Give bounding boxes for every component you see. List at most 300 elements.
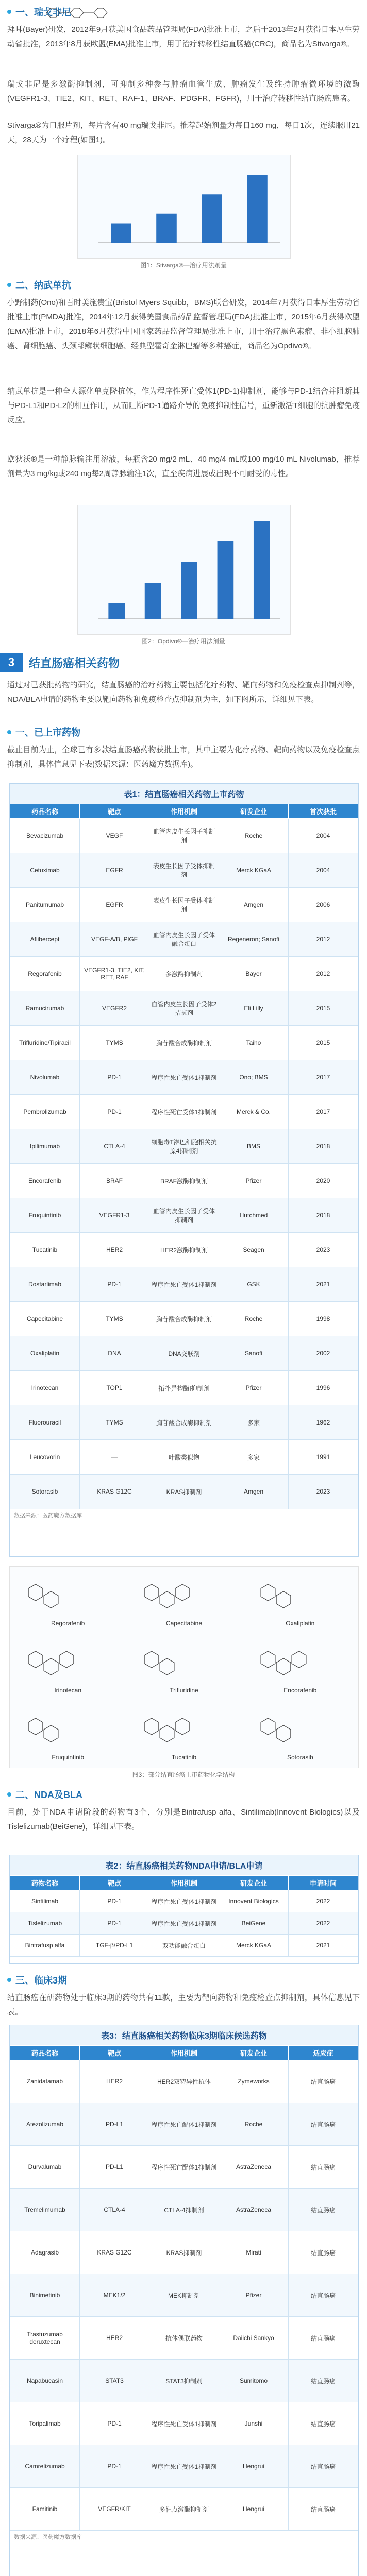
table-cell: 1962 xyxy=(289,1405,358,1440)
table-cell: Capecitabine xyxy=(10,1302,80,1336)
table-cell: CTLA-4抑制剂 xyxy=(149,2189,219,2231)
table-cell: PD-1 xyxy=(80,1912,149,1935)
table-cell: 程序性死亡受体1抑制剂 xyxy=(149,1060,219,1095)
structure-label: Tucatinib xyxy=(171,1754,197,1761)
table-cell: Bevacizumab xyxy=(10,819,80,853)
table-cell: 2022 xyxy=(289,1890,358,1912)
table-cell: Regeneron; Sanofi xyxy=(219,922,289,957)
table-row xyxy=(10,1267,358,1302)
table-cell: Pfizer xyxy=(219,2274,289,2317)
table-cell: 结直肠癌 xyxy=(289,2317,358,2360)
table-cell: 2018 xyxy=(289,1129,358,1164)
table-cell: HER2激酶抑制剂 xyxy=(149,1233,219,1267)
table-cell: 1998 xyxy=(289,1302,358,1336)
structure-label: Encorafenib xyxy=(283,1687,317,1694)
structure-label: Irinotecan xyxy=(54,1687,82,1694)
table-cell: 结直肠癌 xyxy=(289,2060,358,2103)
table-row xyxy=(10,2146,358,2189)
table-cell: Bayer xyxy=(219,957,289,991)
table-header-cell: 药品名称 xyxy=(10,2046,80,2060)
table-1-grid xyxy=(10,804,358,1509)
table-cell: 血管内皮生长因子受体2拮抗剂 xyxy=(149,991,219,1026)
table-cell: 结直肠癌 xyxy=(289,2189,358,2231)
table-cell: — xyxy=(80,1440,149,1475)
structure-cell xyxy=(10,1567,126,1634)
table-row xyxy=(10,1935,358,1957)
table-cell: 2004 xyxy=(289,853,358,888)
fig1-bar-chart xyxy=(78,155,290,258)
table-row xyxy=(10,1890,358,1912)
table-cell: Hengrui xyxy=(219,2445,289,2488)
table-cell: PD-1 xyxy=(80,2445,149,2488)
paragraph: 纳武单抗是一种全人源化单克隆抗体，作为程序性死亡受体1(PD-1)抑制剂，能够与PD-1结合并阻断其与PD-L1和PD-L2的相互作用，从而阻断PD-1通路介导的免疫抑制性信号，重新激活T细胞的抗肿瘤免疫反应。 xyxy=(7,387,360,425)
table-cell: Tislelizumab xyxy=(10,1912,80,1935)
table-cell: BRAF xyxy=(80,1164,149,1198)
table-row xyxy=(10,1912,358,1935)
table-row xyxy=(10,819,358,853)
table-cell: MEK抑制剂 xyxy=(149,2274,219,2317)
table-row xyxy=(10,2360,358,2402)
table-cell: 双功能融合蛋白 xyxy=(149,1935,219,1957)
table-cell: VEGFR1-3 xyxy=(80,1198,149,1233)
paragraph: 通过对已获批药物的研究，结直肠癌的治疗药物主要包括化疗药物、靶向药物和免疫检查点抑制剂等，NDA/BLA申请的药物主要以靶向药物和免疫检查点抑制剂为主，如下图所示，详细见下表。 xyxy=(7,681,360,704)
structure-cell xyxy=(242,1701,358,1768)
table-cell: Sanofi xyxy=(219,1336,289,1371)
table-cell: Trastuzumab deruxtecan xyxy=(10,2317,80,2360)
table-cell: Aflibercept xyxy=(10,922,80,957)
section-title-text: 二、NDA及BLA xyxy=(15,1790,82,1800)
table-cell: HER2 xyxy=(80,1233,149,1267)
table-cell: 结直肠癌 xyxy=(289,2103,358,2146)
table-cell: Tucatinib xyxy=(10,1233,80,1267)
bullet-dot-icon xyxy=(7,283,11,287)
table-row xyxy=(10,1129,358,1164)
table-cell: Toripalimab xyxy=(10,2402,80,2445)
table-cell: 表皮生长因子受体抑制剂 xyxy=(149,853,219,888)
table-cell: Atezolizumab xyxy=(10,2103,80,2146)
table-row xyxy=(10,2402,358,2445)
table-cell: Zymeworks xyxy=(219,2060,289,2103)
paragraph: 目前，处于NDA申请阶段的药物有3个，分别是Bintrafusp alfa、Sintilimab(Innovent Biologics)以及Tislelizumab(BeiGene)，详细见下表。 xyxy=(7,1808,360,1831)
section-title-marketed xyxy=(7,725,80,739)
structure-cell xyxy=(126,1567,242,1634)
table-cell: Merck KGaA xyxy=(219,853,289,888)
table-cell: Leucovorin xyxy=(10,1440,80,1475)
section-title-phase3 xyxy=(7,1973,67,1987)
table-cell: Pfizer xyxy=(219,1164,289,1198)
table-row xyxy=(10,991,358,1026)
table-header-cell: 研发企业 xyxy=(219,1876,289,1890)
table-cell: Durvalumab xyxy=(10,2146,80,2189)
table-cell: DNA交联剂 xyxy=(149,1336,219,1371)
table-cell: 2023 xyxy=(289,1233,358,1267)
table-cell: Cetuximab xyxy=(10,853,80,888)
table-row xyxy=(10,2274,358,2317)
table-cell: Panitumumab xyxy=(10,888,80,922)
table-cell: PD-1 xyxy=(80,2402,149,2445)
table-row xyxy=(10,1198,358,1233)
table-cell: 2017 xyxy=(289,1060,358,1095)
structure-cell xyxy=(126,1701,242,1768)
table-header-cell: 靶点 xyxy=(80,1876,149,1890)
table-cell: Hengrui xyxy=(219,2488,289,2531)
table-cell: 表皮生长因子受体抑制剂 xyxy=(149,888,219,922)
table-cell: 2017 xyxy=(289,1095,358,1129)
table-header-cell: 适应症 xyxy=(289,2046,358,2060)
figure-2-chart xyxy=(77,505,291,635)
table-cell: Amgen xyxy=(219,888,289,922)
figure-2-caption: 图2：Opdivo®—治疗用法剂量 xyxy=(142,638,225,645)
chart-bar xyxy=(108,603,125,619)
table-cell: 2002 xyxy=(289,1336,358,1371)
table-2-grid xyxy=(10,1875,358,1957)
molecule-icon xyxy=(136,1707,231,1754)
structure-label: Capecitabine xyxy=(165,1620,203,1627)
table-cell: PD-1 xyxy=(80,1095,149,1129)
table-cell: Sintilimab xyxy=(10,1890,80,1912)
chart-bar xyxy=(247,175,268,243)
table-row xyxy=(10,1336,358,1371)
table-cell: Hutchmed xyxy=(219,1198,289,1233)
table-cell: Merck KGaA xyxy=(219,1935,289,1957)
table-row xyxy=(10,853,358,888)
table-header-cell: 药品名称 xyxy=(10,804,80,819)
table-row xyxy=(10,2103,358,2146)
table-cell: 胸苷酸合成酶抑制剂 xyxy=(149,1026,219,1060)
fig2-bar-chart xyxy=(78,505,290,634)
table-cell: HER2 xyxy=(80,2060,149,2103)
chart-bar xyxy=(202,194,222,243)
table-cell: Pembrolizumab xyxy=(10,1095,80,1129)
table-cell: 多激酶抑制剂 xyxy=(149,957,219,991)
bullet-dot-icon xyxy=(7,1978,11,1982)
table-row xyxy=(10,2231,358,2274)
molecule-icon xyxy=(20,1640,115,1687)
table-cell: Innovent Biologics xyxy=(219,1890,289,1912)
table-cell: Nivolumab xyxy=(10,1060,80,1095)
table-cell: 胸苷酸合成酶抑制剂 xyxy=(149,1302,219,1336)
heading-number: 3 xyxy=(0,653,23,672)
table-cell: 结直肠癌 xyxy=(289,2488,358,2531)
table-cell: 血管内皮生长因子抑制剂 xyxy=(149,819,219,853)
table-row xyxy=(10,1164,358,1198)
table-cell: Roche xyxy=(219,819,289,853)
chart-bar xyxy=(218,541,234,619)
section-title-nivolumab xyxy=(7,278,71,292)
table-row xyxy=(10,2189,358,2231)
table-row xyxy=(10,1475,358,1509)
table-cell: Fruquintinib xyxy=(10,1198,80,1233)
bullet-dot-icon xyxy=(7,1792,11,1797)
table-cell: STAT3 xyxy=(80,2360,149,2402)
table-cell: TGF-β/PD-L1 xyxy=(80,1935,149,1957)
table-cell: VEGFR/KIT xyxy=(80,2488,149,2531)
structure-cell xyxy=(242,1634,358,1701)
table-cell: Fluorouracil xyxy=(10,1405,80,1440)
table-2 xyxy=(9,1855,359,1964)
table-row xyxy=(10,1095,358,1129)
molecule-icon xyxy=(136,1573,231,1620)
table-cell: Famitinib xyxy=(10,2488,80,2531)
table-cell: 2018 xyxy=(289,1198,358,1233)
table-cell: Taiho xyxy=(219,1026,289,1060)
table-cell: TOP1 xyxy=(80,1371,149,1405)
table-3 xyxy=(9,2025,359,2576)
molecule-icon xyxy=(253,1573,348,1620)
table-row xyxy=(10,1026,358,1060)
table-header-cell: 首次获批 xyxy=(289,804,358,819)
table-cell: AstraZeneca xyxy=(219,2146,289,2189)
table-cell: 程序性死亡受体1抑制剂 xyxy=(149,1095,219,1129)
paragraph: 截止目前为止，全球已有多款结直肠癌药物获批上市，其中主要为化疗药物、靶向药物以及免疫检查点抑制剂，具体信息见下表(数据来源：医药魔方数据库)。 xyxy=(7,745,360,769)
table-header-cell: 作用机制 xyxy=(149,1876,219,1890)
table-cell: BMS xyxy=(219,1129,289,1164)
table-cell: 程序性死亡受体1抑制剂 xyxy=(149,2402,219,2445)
table-cell: PD-1 xyxy=(80,1060,149,1095)
table-cell: BeiGene xyxy=(219,1912,289,1935)
table-cell: Sotorasib xyxy=(10,1475,80,1509)
structure-label: Fruquintinib xyxy=(52,1754,85,1761)
section-title-text: 一、已上市药物 xyxy=(15,727,80,738)
figure-1-chart xyxy=(77,155,291,259)
molecule-icon xyxy=(253,1707,348,1754)
table-cell: Encorafenib xyxy=(10,1164,80,1198)
molecule-icon xyxy=(41,5,119,21)
table-cell: Irinotecan xyxy=(10,1371,80,1405)
table-cell: 程序性死亡配体1抑制剂 xyxy=(149,2146,219,2189)
table-3-grid xyxy=(10,2045,358,2531)
table-cell: PD-1 xyxy=(80,1267,149,1302)
table-cell: 血管内皮生长因子受体抑制剂 xyxy=(149,1198,219,1233)
table-cell: Regorafenib xyxy=(10,957,80,991)
chart-bar xyxy=(181,562,197,619)
table-cell: KRAS G12C xyxy=(80,1475,149,1509)
table-cell: 2021 xyxy=(289,1935,358,1957)
table-row xyxy=(10,1371,358,1405)
table-cell: Adagrasib xyxy=(10,2231,80,2274)
table-cell: 2020 xyxy=(289,1164,358,1198)
regorafenib-structure-thumbnail xyxy=(41,5,119,21)
table-row xyxy=(10,1405,358,1440)
figure-3-structures xyxy=(9,1566,359,1768)
table-3-note: 数据来源：医药魔方数据库 xyxy=(14,2534,82,2540)
table-row xyxy=(10,2060,358,2103)
table-cell: Roche xyxy=(219,2103,289,2146)
table-cell: 2012 xyxy=(289,922,358,957)
heading-text: 结直肠癌相关药物 xyxy=(29,656,120,670)
table-cell: Ramucirumab xyxy=(10,991,80,1026)
table-cell: CTLA-4 xyxy=(80,1129,149,1164)
table-2-title: 表2：结直肠癌相关药物NDA申请/BLA申请 xyxy=(10,1855,358,1875)
table-cell: 2012 xyxy=(289,957,358,991)
molecule-icon xyxy=(20,1707,115,1754)
table-cell: 程序性死亡受体1抑制剂 xyxy=(149,1912,219,1935)
table-cell: 2015 xyxy=(289,1026,358,1060)
table-cell: Pfizer xyxy=(219,1371,289,1405)
table-cell: Binimetinib xyxy=(10,2274,80,2317)
table-row xyxy=(10,888,358,922)
molecule-icon xyxy=(136,1640,231,1687)
structure-cell xyxy=(10,1701,126,1768)
structure-cell xyxy=(126,1634,242,1701)
figure-3-caption: 图3：部分结直肠癌上市药物化学结构 xyxy=(132,1771,235,1778)
table-cell: Mirati xyxy=(219,2231,289,2274)
structure-cell xyxy=(10,1634,126,1701)
table-cell: AstraZeneca xyxy=(219,2189,289,2231)
table-header-cell: 作用机制 xyxy=(149,804,219,819)
table-cell: Trifluridine/Tipiracil xyxy=(10,1026,80,1060)
table-cell: VEGF xyxy=(80,819,149,853)
table-cell: 多靶点激酶抑制剂 xyxy=(149,2488,219,2531)
table-cell: PD-L1 xyxy=(80,2146,149,2189)
table-header-cell: 申请时间 xyxy=(289,1876,358,1890)
table-cell: 结直肠癌 xyxy=(289,2445,358,2488)
table-cell: 结直肠癌 xyxy=(289,2402,358,2445)
table-cell: 程序性死亡配体1抑制剂 xyxy=(149,2103,219,2146)
table-row xyxy=(10,1060,358,1095)
table-cell: Napabucasin xyxy=(10,2360,80,2402)
table-cell: 结直肠癌 xyxy=(289,2360,358,2402)
table-cell: BRAF激酶抑制剂 xyxy=(149,1164,219,1198)
table-cell: Sumitomo xyxy=(219,2360,289,2402)
table-cell: Daiichi Sankyo xyxy=(219,2317,289,2360)
table-cell: HER2 xyxy=(80,2317,149,2360)
table-header-cell: 研发企业 xyxy=(219,2046,289,2060)
table-cell: 2015 xyxy=(289,991,358,1026)
table-cell: 程序性死亡受体1抑制剂 xyxy=(149,1267,219,1302)
table-cell: 2022 xyxy=(289,1912,358,1935)
table-cell: GSK xyxy=(219,1267,289,1302)
chart-bar xyxy=(111,224,131,243)
table-cell: Zanidatamab xyxy=(10,2060,80,2103)
table-row xyxy=(10,1233,358,1267)
table-cell: TYMS xyxy=(80,1302,149,1336)
paragraph: 欧狄沃®是一种静脉输注用溶液，每瓶含20 mg/2 mL、40 mg/4 mL或100 mg/10 mL Nivolumab，推荐剂量为3 mg/kg或240 mg每2周静脉输注1次，直至疾病进展或出现不可耐受的毒性。 xyxy=(7,455,360,478)
table-cell: 细胞毒T淋巴细胞相关抗原4抑制剂 xyxy=(149,1129,219,1164)
table-cell: DNA xyxy=(80,1336,149,1371)
section-title-nda xyxy=(7,1788,82,1801)
table-cell: 抗体偶联药物 xyxy=(149,2317,219,2360)
table-header-cell: 作用机制 xyxy=(149,2046,219,2060)
structure-label: Regorafenib xyxy=(51,1620,85,1627)
table-row xyxy=(10,1440,358,1475)
table-cell: 2023 xyxy=(289,1475,358,1509)
table-cell: 程序性死亡受体1抑制剂 xyxy=(149,1890,219,1912)
table-row xyxy=(10,2317,358,2360)
table-cell: PD-1 xyxy=(80,1890,149,1912)
chart-bar xyxy=(145,583,161,619)
section-title-text: 三、临床3期 xyxy=(15,1975,68,1986)
table-cell: 多家 xyxy=(219,1405,289,1440)
table-cell: 多家 xyxy=(219,1440,289,1475)
table-cell: Eli Lilly xyxy=(219,991,289,1026)
table-cell: TYMS xyxy=(80,1026,149,1060)
table-cell: Roche xyxy=(219,1302,289,1336)
table-cell: Seagen xyxy=(219,1233,289,1267)
table-cell: EGFR xyxy=(80,853,149,888)
table-header-cell: 研发企业 xyxy=(219,804,289,819)
table-cell: 结直肠癌 xyxy=(289,2146,358,2189)
bullet-dot-icon xyxy=(7,10,11,14)
table-cell: EGFR xyxy=(80,888,149,922)
table-cell: TYMS xyxy=(80,1405,149,1440)
table-cell: Bintrafusp alfa xyxy=(10,1935,80,1957)
structure-cell xyxy=(242,1567,358,1634)
table-row xyxy=(10,957,358,991)
chart-bar xyxy=(254,521,270,619)
table-cell: 2006 xyxy=(289,888,358,922)
chart-bar xyxy=(156,214,177,243)
table-cell: 1996 xyxy=(289,1371,358,1405)
table-cell: Oxaliplatin xyxy=(10,1336,80,1371)
table-row xyxy=(10,2488,358,2531)
table-header-cell: 药物名称 xyxy=(10,1876,80,1890)
table-cell: STAT3抑制剂 xyxy=(149,2360,219,2402)
table-cell: 1991 xyxy=(289,1440,358,1475)
section-title-text: 一、瑞戈非尼 xyxy=(15,7,71,18)
table-cell: PD-L1 xyxy=(80,2103,149,2146)
table-cell: 叶酸类似物 xyxy=(149,1440,219,1475)
table-cell: Merck & Co. xyxy=(219,1095,289,1129)
table-header-cell: 靶点 xyxy=(80,804,149,819)
table-cell: Camrelizumab xyxy=(10,2445,80,2488)
structure-label: Trifluridine xyxy=(170,1687,198,1694)
table-cell: KRAS抑制剂 xyxy=(149,1475,219,1509)
table-cell: 血管内皮生长因子受体融合蛋白 xyxy=(149,922,219,957)
structure-label: Oxaliplatin xyxy=(286,1620,315,1627)
big-heading-related-drugs xyxy=(0,653,367,672)
table-cell: 2004 xyxy=(289,819,358,853)
table-row xyxy=(10,2445,358,2488)
table-cell: Dostarlimab xyxy=(10,1267,80,1302)
table-cell: KRAS抑制剂 xyxy=(149,2231,219,2274)
table-cell: 胸苷酸合成酶抑制剂 xyxy=(149,1405,219,1440)
table-cell: VEGFR1-3, TIE2, KIT, RET, RAF xyxy=(80,957,149,991)
figure-1-caption: 图1：Stivarga®—治疗用法剂量 xyxy=(140,262,227,269)
table-cell: 程序性死亡受体1抑制剂 xyxy=(149,2445,219,2488)
paragraph: 结直肠癌在研药物处于临床3期的药物共有11款，主要为靶向药物和免疫检查点抑制剂，具体信息见下表。 xyxy=(7,1993,360,2016)
table-cell: Junshi xyxy=(219,2402,289,2445)
table-cell: KRAS G12C xyxy=(80,2231,149,2274)
table-row xyxy=(10,1302,358,1336)
structure-label: Sotorasib xyxy=(287,1754,313,1761)
paragraph: 小野制药(Ono)和百时美施贵宝(Bristol Myers Squibb，BMS)联合研发，2014年7月获得日本厚生劳动省批准上市(PMDA)批准，2014年12月获得美国食品药品监督管理局(FDA)批准上市，2015年6月获得欧盟(EMA)批准上市，2018年6月获得中国国家药品监督管理局批准上市，用于治疗黑色素瘤、非小细胞肺癌、肾细胞癌、头颈部鳞状细胞癌、经典型霍奇金淋巴瘤等多种癌症，商品名为Opdivo®。 xyxy=(7,298,360,350)
paragraph: 瑞戈非尼是多激酶抑制剂，可抑制多种参与肿瘤血管生成、肿瘤发生及维持肿瘤微环境的激酶(VEGFR1-3、TIE2、KIT、RET、RAF-1、BRAF、PDGFR、FGFR)，用于治疗转移性结直肠癌患者。 xyxy=(7,80,360,103)
molecule-icon xyxy=(253,1640,348,1687)
table-cell: 2021 xyxy=(289,1267,358,1302)
table-cell: Amgen xyxy=(219,1475,289,1509)
molecule-icon xyxy=(20,1573,115,1620)
table-cell: Tremelimumab xyxy=(10,2189,80,2231)
table-cell: 结直肠癌 xyxy=(289,2274,358,2317)
table-cell: Ono; BMS xyxy=(219,1060,289,1095)
table-1-note: 数据来源：医药魔方数据库 xyxy=(14,1513,82,1519)
bullet-dot-icon xyxy=(7,730,11,734)
table-cell: MEK1/2 xyxy=(80,2274,149,2317)
table-cell: 拓扑异构酶I抑制剂 xyxy=(149,1371,219,1405)
table-cell: 结直肠癌 xyxy=(289,2231,358,2274)
table-1-title: 表1：结直肠癌相关药物上市药物 xyxy=(10,784,358,804)
table-3-title: 表3：结直肠癌相关药物临床3期临床候选药物 xyxy=(10,2025,358,2045)
table-cell: VEGFR2 xyxy=(80,991,149,1026)
table-cell: CTLA-4 xyxy=(80,2189,149,2231)
paragraph: Stivarga®为口服片剂，每片含有40 mg瑞戈非尼。推荐起始剂量为每日160 mg，每日1次，连续服用21天，28天为一个疗程(如图1)。 xyxy=(7,121,360,144)
table-cell: VEGF-A/B, PlGF xyxy=(80,922,149,957)
table-1 xyxy=(9,783,359,1557)
table-cell: HER2双特异性抗体 xyxy=(149,2060,219,2103)
table-row xyxy=(10,922,358,957)
table-header-cell: 靶点 xyxy=(80,2046,149,2060)
